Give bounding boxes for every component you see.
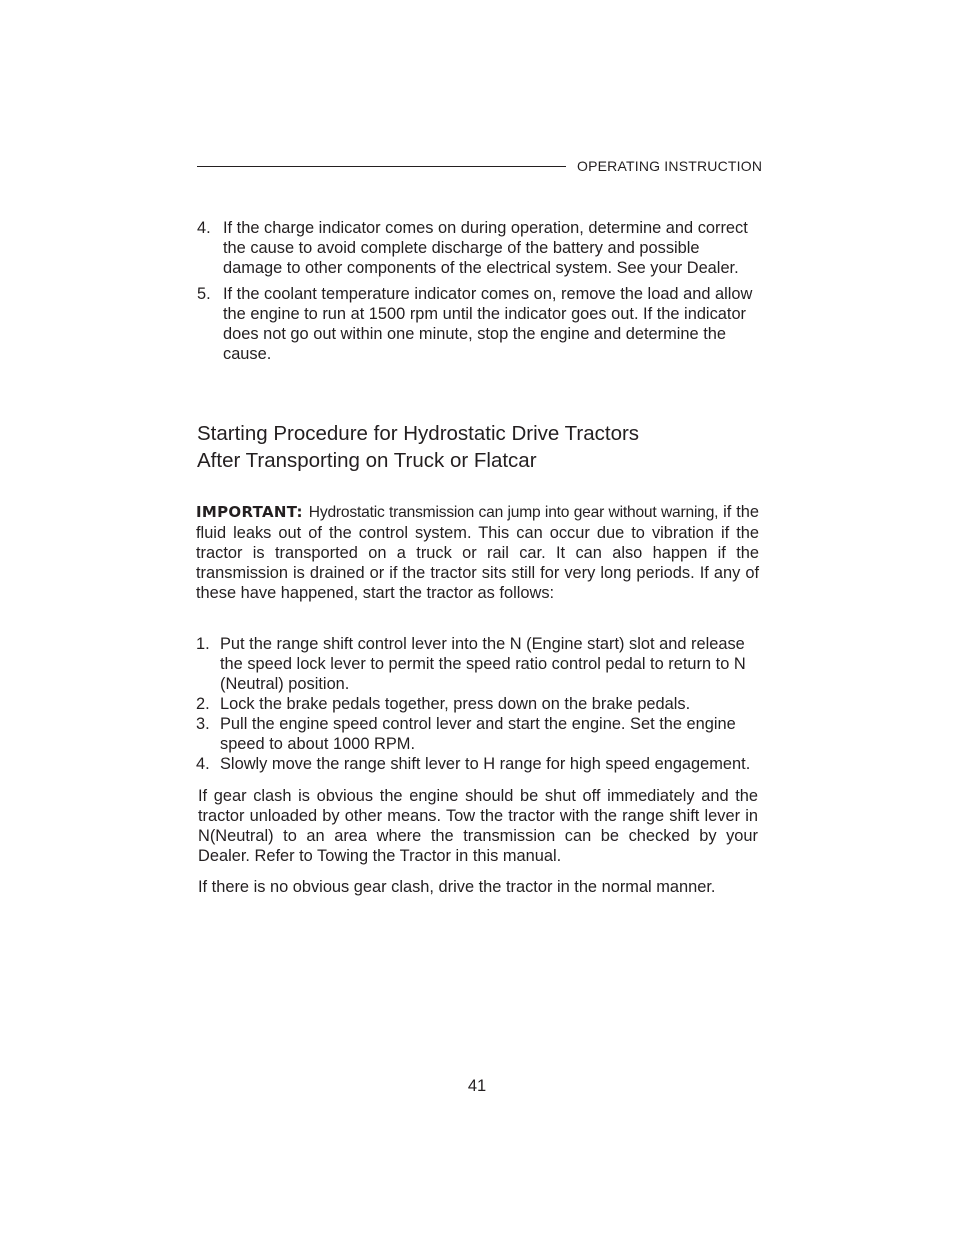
important-notice [196,502,759,603]
step-number: 4. [196,755,210,773]
header-rule [197,166,566,167]
no-gear-clash-paragraph: If there is no obvious gear clash, drive the tractor in the normal manner. [198,878,716,896]
list-item [197,218,762,278]
step-text: Lock the brake pedals together, press down on the brake pedals. [220,695,691,713]
list-item-text: If the coolant temperature indicator comes on, remove the load and allow the engine to run at 1500 rpm until the indicator goes out. If the indicator does not go out within one minute, stop the engine and determine the cause. [223,285,753,363]
running-header: OPERATING INSTRUCTION [577,158,763,174]
step-number: 3. [196,715,210,733]
step-item [196,694,762,714]
procedure-steps [196,634,762,774]
step-number: 1. [196,635,210,653]
section-heading [197,420,757,474]
list-item-number: 4. [197,219,211,237]
step-text: Put the range shift control lever into the N (Engine start) slot and release the speed lock lever to permit the speed ratio control pedal to return to N (Neutral) position. [220,635,746,693]
step-item [196,714,762,754]
gear-clash-paragraph: If gear clash is obvious the engine should be shut off immediately and the tractor unloaded by other means. Tow the tractor with the range shift lever in N(Neutral) to an area where the transmission can be checked by your Dealer. Refer to Towing the Tractor in this manual. [198,787,758,865]
important-label: IMPORTANT: [196,503,303,521]
important-body-text: if the fluid leaks out of the control system. This can occur due to vibration if the tractor is transported on a truck or rail car. It can also happen if the transmission is drained or if the tractor sits still for very long periods. If any of these have happened, start the tractor as follows: [196,503,759,602]
list-item [197,284,762,364]
section-heading-line2: After Transporting on Truck or Flatcar [197,449,537,472]
list-item-text: If the charge indicator comes on during operation, determine and correct the cause to avoid complete discharge of the battery and possible damage to other components of the electrical system. See your Dealer. [223,219,748,277]
step-number: 2. [196,695,210,713]
step-item [196,634,762,694]
step-text: Pull the engine speed control lever and start the engine. Set the engine speed to about 1000 RPM. [220,715,736,753]
page-number: 41 [467,1077,487,1095]
list-item-number: 5. [197,285,211,303]
important-lead-text: Hydrostatic transmission can jump into gear without warning, [308,504,719,521]
section-heading-line1: Starting Procedure for Hydrostatic Drive Tractors [197,422,640,445]
step-text: Slowly move the range shift lever to H range for high speed engagement. [220,755,751,773]
indicator-list [197,218,762,370]
step-item [196,754,762,774]
